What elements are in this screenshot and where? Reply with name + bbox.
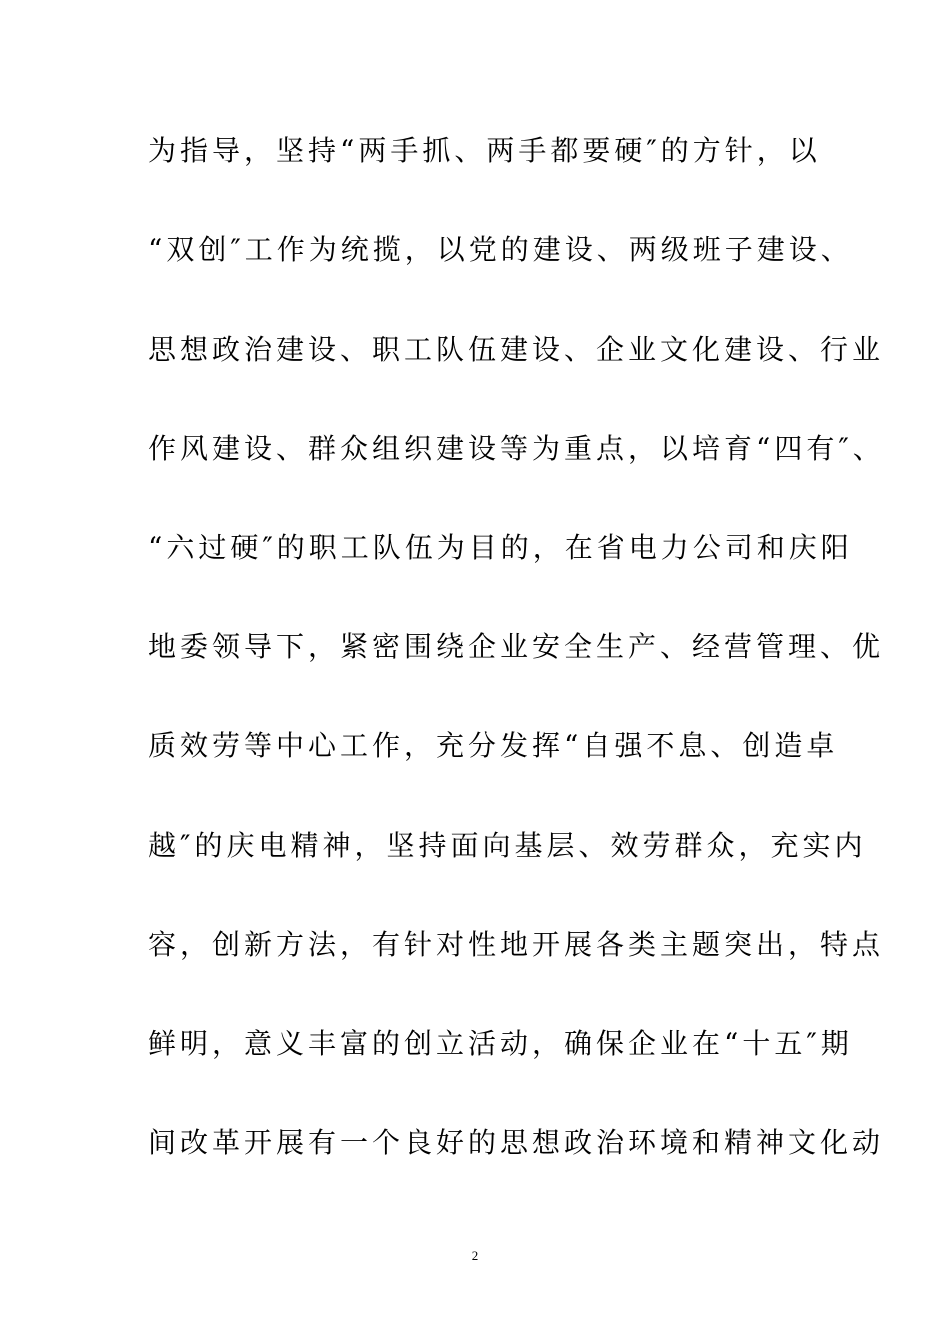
text-line: 为指导，坚持“两手抓、两手都要硬″的方针，以 [148, 134, 821, 167]
text-line: 越″的庆电精神，坚持面向基层、效劳群众，充实内 [148, 829, 867, 862]
text-line: 作风建设、群众组织建设等为重点，以培育“四有″、 [148, 432, 885, 465]
text-line: 间改革开展有一个良好的思想政治环境和精神文化动 [148, 1126, 885, 1159]
text-line: “双创″工作为统揽，以党的建设、两级班子建设、 [148, 233, 853, 266]
text-line: 质效劳等中心工作，充分发挥“自强不息、创造卓 [148, 729, 839, 762]
text-line: 地委领导下，紧密围绕企业安全生产、经营管理、优 [148, 630, 885, 663]
text-line: 鲜明，意义丰富的创立活动，确保企业在“十五″期 [148, 1027, 853, 1060]
text-line: “六过硬″的职工队伍为目的，在省电力公司和庆阳 [148, 531, 853, 564]
page-number: 2 [471, 1248, 479, 1263]
text-line: 思想政治建设、职工队伍建设、企业文化建设、行业 [148, 333, 885, 366]
text-line: 容，创新方法，有针对性地开展各类主题突出，特点 [148, 928, 885, 961]
